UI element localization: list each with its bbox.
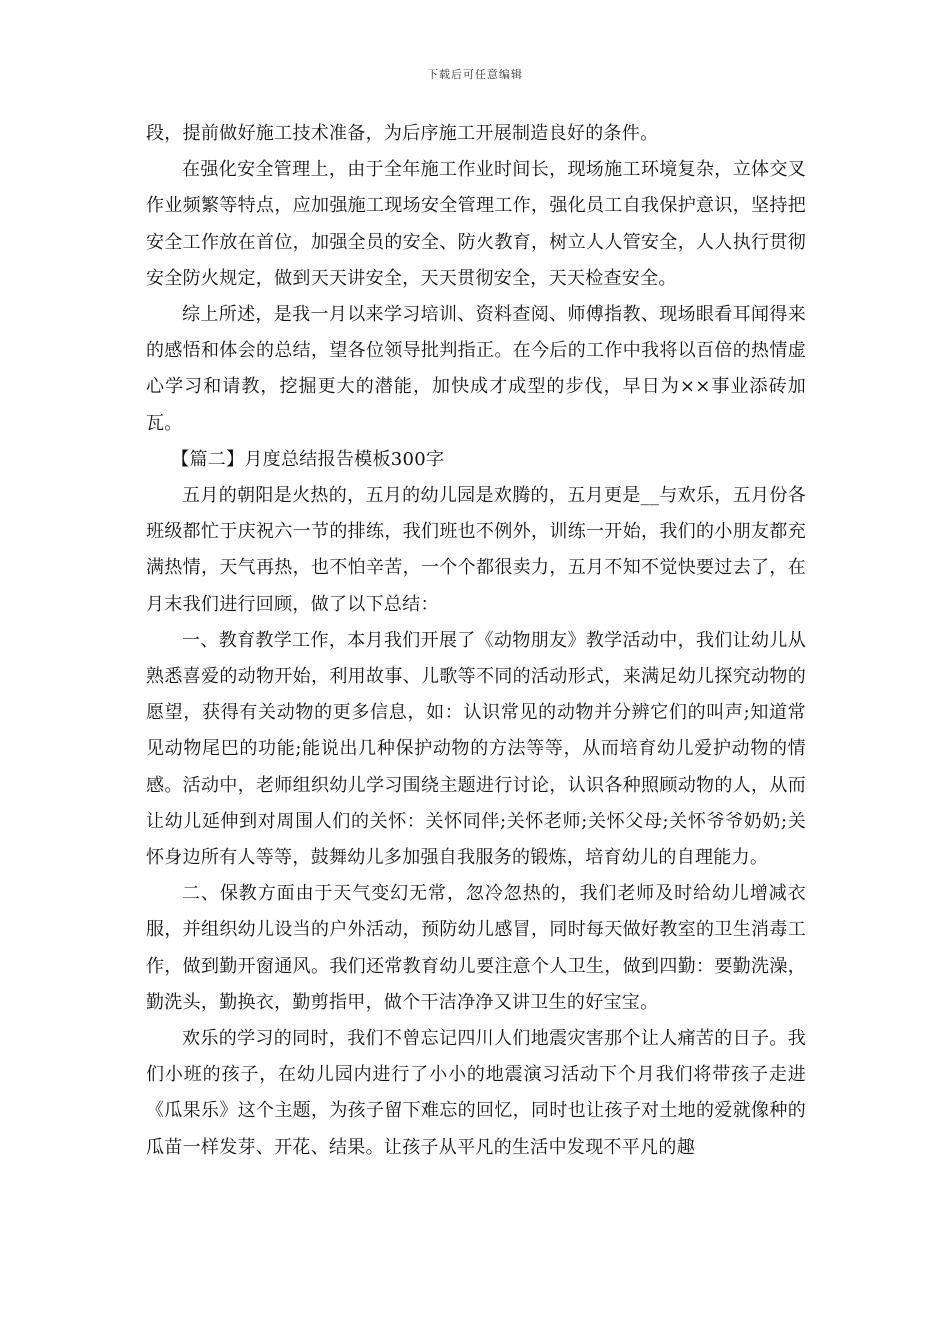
document-body bbox=[146, 116, 806, 1166]
paragraph: 在强化安全管理上，由于全年施工作业时间长，现场施工环境复杂，立体交叉作业频繁等特点，应加强施工现场安全管理工作，强化员工自我保护意识，坚持把安全工作放在首位，加强全员的安全、防火教育，树立人人管安全，人人执行贯彻安全防火规定，做到天天讲安全，天天贯彻安全，天天检查安全。 bbox=[146, 159, 806, 289]
paragraph: 欢乐的学习的同时，我们不曾忘记四川人们地震灾害那个让人痛苦的日子。我们小班的孩子，在幼儿园内进行了小小的地震演习活动下个月我们将带孩子走进《瓜果乐》这个主题，为孩子留下难忘的回忆，同时也让孩子对土地的爱就像种的瓜苗一样发芽、开花、结果。让孩子从平凡的生活中发现不平凡的趣 bbox=[146, 1028, 806, 1158]
paragraph: 段，提前做好施工技术准备，为后序施工开展制造良好的条件。 bbox=[146, 123, 659, 144]
page-header: 下载后可任意编辑 bbox=[427, 68, 523, 81]
paragraph: 一、教育教学工作，本月我们开展了《动物朋友》教学活动中，我们让幼儿从熟悉喜爱的动物开始，利用故事、儿歌等不同的活动形式，来满足幼儿探究动物的愿望，获得有关动物的更多信息，如：认识常见的动物并分辨它们的叫声;知道常见动物尾巴的功能;能说出几种保护动物的方法等等，从而培育幼儿爱护动物的情感。活动中，老师组织幼儿学习围绕主题进行讨论，认识各种照顾动物的人，从而让幼儿延伸到对周围人们的关怀：关怀同伴;关怀老师;关怀父母;关怀爷爷奶奶;关怀身边所有人等等，鼓舞幼儿多加强自我服务的锻炼，培育幼儿的自理能力。 bbox=[146, 629, 806, 869]
paragraph: 五月的朝阳是火热的，五月的幼儿园是欢腾的，五月更是__与欢乐，五月份各班级都忙于庆祝六一节的排练，我们班也不例外，训练一开始，我们的小朋友都充满热情，天气再热，也不怕辛苦，一个个都很卖力，五月不知不觉快要过去了，在月末我们进行回顾，做了以下总结： bbox=[146, 485, 806, 615]
section-heading: 【篇二】月度总结报告模板300字 bbox=[171, 448, 445, 470]
paragraph: 二、保教方面由于天气变幻无常，忽冷忽热的，我们老师及时给幼儿增减衣服，并组织幼儿设当的户外活动，预防幼儿感冒，同时每天做好教室的卫生消毒工作，做到勤开窗通风。我们还常教育幼儿要注意个人卫生，做到四勤：要勤洗澡，勤洗头，勤换衣，勤剪指甲，做个干洁净净又讲卫生的好宝宝。 bbox=[146, 883, 806, 1013]
paragraph: 综上所述，是我一月以来学习培训、资料查阅、师傅指教、现场眼看耳闻得来的感悟和体会的总结，望各位领导批判指正。在今后的工作中我将以百倍的热情虚心学习和请教，挖掘更大的潜能，加快成才成型的步伐，早日为××事业添砖加瓦。 bbox=[146, 304, 806, 434]
